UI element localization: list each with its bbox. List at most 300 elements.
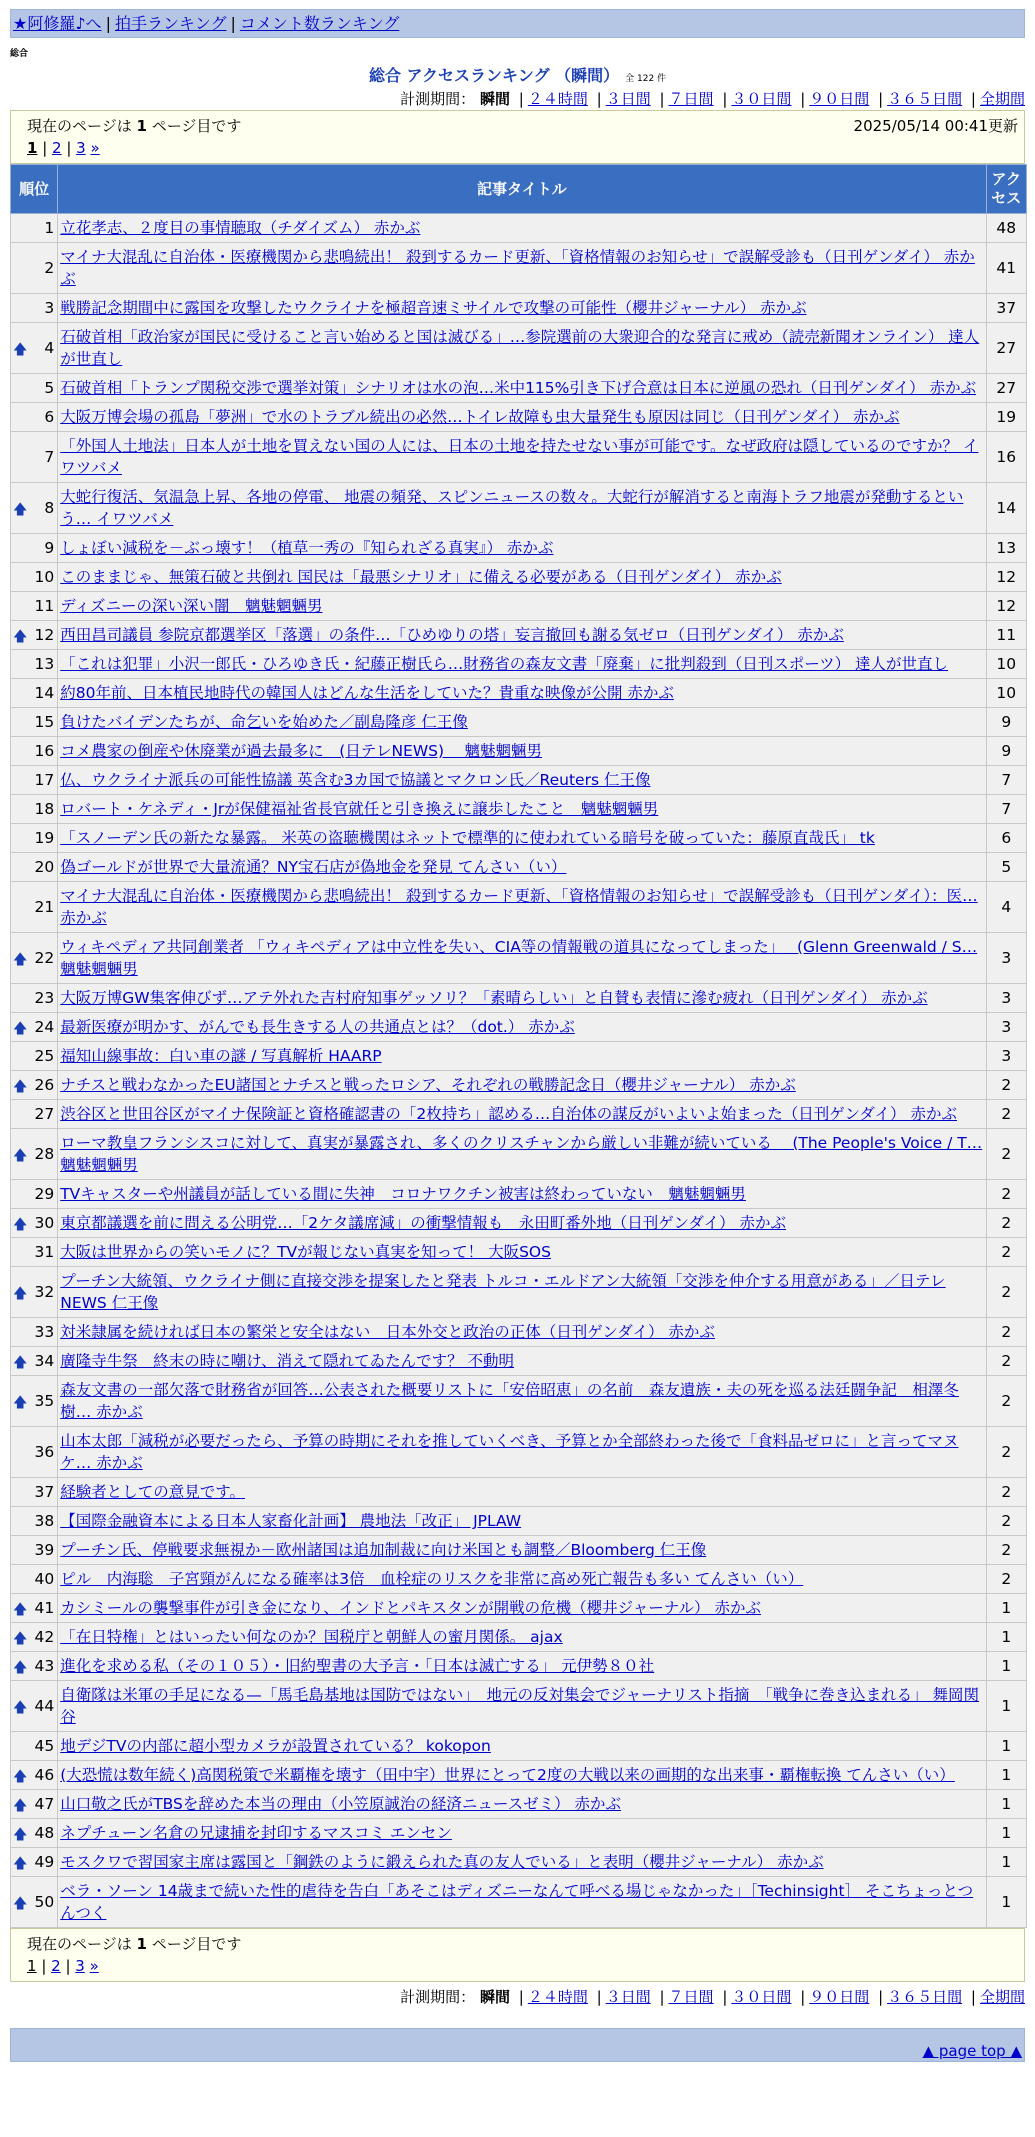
period-current: 瞬間 (479, 90, 510, 108)
table-row (11, 1238, 1027, 1267)
table-row (11, 795, 1027, 824)
page-link-1[interactable]: 1 (27, 139, 38, 157)
article-title-link[interactable]: 偽ゴールドが世界で大量流通？NY宝石店が偽地金を発見 てんさい（い） (60, 858, 567, 876)
period-link-7d[interactable]: ７日間 (668, 90, 714, 108)
table-row (11, 737, 1027, 766)
rank-cell (11, 432, 58, 483)
access-count: 10 (986, 679, 1026, 708)
period-link-24h[interactable]: ２４時間 (527, 90, 588, 108)
rank-up-arrow-icon: 🡅 (13, 1660, 28, 1676)
rank-number: 13 (34, 655, 55, 673)
article-title-link[interactable]: TVキャスターや州議員が話している間に失神 コロナワクチン被害は終わっていない 魑魅魍魎男 (60, 1185, 746, 1203)
rank-number: 19 (34, 829, 55, 847)
access-count: 1 (986, 1790, 1026, 1819)
title-cell (58, 1761, 986, 1790)
access-count: 5 (986, 853, 1026, 882)
access-count: 16 (986, 432, 1026, 483)
rank-cell (11, 563, 58, 592)
table-row (11, 853, 1027, 882)
table-row (11, 1848, 1027, 1877)
article-title-link[interactable]: 最新医療が明かす、がんでも長生きする人の共通点とは？（dot.） 赤かぶ (60, 1018, 575, 1036)
article-title-link[interactable]: 大阪万博GW集客伸びず…アテ外れた吉村府知事ゲッソリ？「素晴らしい」と自賛も表情に滲む疲れ（日刊ゲンダイ） 赤かぶ (60, 989, 928, 1007)
clap-ranking-link[interactable]: 拍手ランキング (114, 14, 227, 33)
table-row (11, 650, 1027, 679)
period-link-90d[interactable]: ９０日間 (809, 90, 870, 108)
rank-number: 18 (34, 800, 55, 818)
rank-cell (11, 1507, 58, 1536)
article-title-link[interactable]: 山本太郎「減税が必要だったら、予算の時期にそれを推していくべき、予算とか全部終わった後で「食料品ゼロに」と言ってマヌケ… 赤かぶ (60, 1432, 959, 1472)
article-title-link[interactable]: このままじゃ、無策石破と共倒れ 国民は「最悪シナリオ」に備える必要がある（日刊ゲンダイ） 赤かぶ (60, 568, 782, 586)
access-count: 2 (986, 1536, 1026, 1565)
title-cell (58, 1180, 986, 1209)
title-cell (58, 824, 986, 853)
article-title-link[interactable]: (大恐慌は数年続く)高関税策で米覇権を壊す（田中宇）世界にとって2度の大戦以来の画期的な出来事・覇権転換 てんさい（い） (60, 1766, 955, 1784)
rank-up-arrow-icon: 🡅 (13, 1148, 28, 1164)
title-cell (58, 1427, 986, 1478)
rank-number: 36 (34, 1443, 55, 1461)
access-count: 1 (986, 1594, 1026, 1623)
rank-number: 43 (34, 1657, 55, 1675)
article-title-link[interactable]: ベラ・ソーン 14歳まで続いた性的虐待を告白「あそこはディズニーなんて呼べる場じゃなかった」［Techinsight］ そこちょっとつんつく (60, 1882, 974, 1922)
title-cell (58, 323, 986, 374)
period-link-30d[interactable]: ３０日間 (731, 90, 792, 108)
table-row (11, 708, 1027, 737)
rank-up-arrow-icon: 🡅 (13, 1827, 28, 1843)
rank-cell (11, 1013, 58, 1042)
rank-number: 1 (44, 219, 55, 237)
period-link-365d[interactable]: ３６５日間 (887, 90, 963, 108)
rank-number: 33 (34, 1323, 55, 1341)
total-count: 全 122 件 (625, 74, 667, 84)
rank-number: 45 (34, 1737, 55, 1755)
table-row (11, 1013, 1027, 1042)
rank-up-arrow-icon: 🡅 (13, 1395, 28, 1411)
title-cell (58, 1042, 986, 1071)
access-count: 2 (986, 1180, 1026, 1209)
table-row (11, 1209, 1027, 1238)
access-count: 41 (986, 243, 1026, 294)
article-title-link[interactable]: 経験者としての意見です。 (60, 1483, 245, 1501)
rank-cell (11, 984, 58, 1013)
rank-up-arrow-icon: 🡅 (13, 342, 28, 358)
rank-number: 8 (44, 499, 55, 517)
page-link-2[interactable]: 2 (51, 1957, 61, 1975)
title-cell (58, 1071, 986, 1100)
article-title-link[interactable]: コメ農家の倒産や休廃業が過去最多に (日テレNEWS) 魑魅魍魎男 (60, 742, 542, 760)
rank-cell (11, 403, 58, 432)
updated-timestamp: 2025/05/14 00:41更新 (853, 117, 1018, 135)
bottom-bar (10, 2028, 1025, 2062)
rank-cell (11, 1100, 58, 1129)
article-title-link[interactable]: 大阪万博会場の孤島「夢洲」で水のトラブル続出の必然…トイレ故障も虫大量発生も原因は同じ（日刊ゲンダイ） 赤かぶ (60, 408, 900, 426)
rank-cell (11, 853, 58, 882)
article-title-link[interactable]: 戦勝記念期間中に露国を攻撃したウクライナを極超音速ミサイルで攻撃の可能性（櫻井ジャーナル） 赤かぶ (60, 299, 807, 317)
ranking-table (10, 164, 1027, 1928)
rank-number: 12 (34, 626, 55, 644)
table-row (11, 403, 1027, 432)
access-count: 1 (986, 1819, 1026, 1848)
table-row (11, 1267, 1027, 1318)
rank-up-arrow-icon: 🡅 (13, 1896, 28, 1912)
page-link-1[interactable]: 1 (27, 1957, 37, 1975)
access-count: 1 (986, 1732, 1026, 1761)
title-cell (58, 1347, 986, 1376)
rank-number: 23 (34, 989, 55, 1007)
article-title-link[interactable]: 山口敬之氏がTBSを辞めた本当の理由（小笠原誠治の経済ニュースゼミ） 赤かぶ (60, 1795, 622, 1813)
rank-up-arrow-icon: 🡅 (13, 1798, 28, 1814)
rank-number: 14 (34, 684, 55, 702)
table-row (11, 1681, 1027, 1732)
access-count: 27 (986, 374, 1026, 403)
access-count: 7 (986, 795, 1026, 824)
title-cell (58, 1848, 986, 1877)
rank-up-arrow-icon: 🡅 (13, 629, 28, 645)
rank-number: 7 (44, 448, 55, 466)
rank-cell (11, 1536, 58, 1565)
table-row (11, 1761, 1027, 1790)
rank-cell (11, 1732, 58, 1761)
access-count: 12 (986, 592, 1026, 621)
table-row (11, 323, 1027, 374)
separator: | (105, 14, 111, 33)
table-row (11, 1318, 1027, 1347)
table-row (11, 1478, 1027, 1507)
article-title-link[interactable]: ネプチューン名倉の兄逮捕を封印するマスコミ エンセン (60, 1824, 452, 1842)
page-title: 総合 アクセスランキング （瞬間） (368, 66, 620, 85)
article-title-link[interactable]: ロバート・ケネディ・Jrが保健福祉省長官就任と引き換えに譲歩したこと 魑魅魍魎男 (60, 800, 659, 818)
access-count: 37 (986, 294, 1026, 323)
rank-up-arrow-icon: 🡅 (13, 1355, 28, 1371)
rank-number: 41 (34, 1599, 55, 1617)
access-count: 1 (986, 1848, 1026, 1877)
article-title-link[interactable]: 福知山線事故：白い車の謎 / 写真解析 HAARP (60, 1047, 382, 1065)
period-link-all[interactable]: 全期間 (979, 1988, 1025, 2006)
rank-cell (11, 1376, 58, 1427)
access-count: 7 (986, 766, 1026, 795)
next-page-link[interactable]: » (90, 139, 100, 157)
period-link-7d[interactable]: ７日間 (668, 1988, 714, 2006)
title-cell (58, 534, 986, 563)
title-cell (58, 1623, 986, 1652)
access-count: 1 (986, 1877, 1026, 1928)
access-count: 14 (986, 483, 1026, 534)
table-row (11, 1594, 1027, 1623)
rank-cell (11, 1652, 58, 1681)
article-title-link[interactable]: 立花孝志、２度目の事情聴取（チダイズム） 赤かぶ (60, 219, 421, 237)
title-cell (58, 1819, 986, 1848)
article-title-link[interactable]: 大阪は世界からの笑いモノに？TVが報じない真実を知って！ 大阪SOS (60, 1243, 551, 1261)
rank-cell (11, 1594, 58, 1623)
title-cell (58, 1536, 986, 1565)
rank-cell (11, 1565, 58, 1594)
rank-number: 21 (34, 898, 55, 916)
access-count: 27 (986, 323, 1026, 374)
title-cell (58, 795, 986, 824)
rank-number: 50 (34, 1893, 55, 1911)
title-cell (58, 1877, 986, 1928)
access-count: 6 (986, 824, 1026, 853)
title-cell (58, 853, 986, 882)
rank-number: 30 (34, 1214, 55, 1232)
table-row (11, 1427, 1027, 1478)
rank-number: 42 (34, 1628, 55, 1646)
table-row (11, 243, 1027, 294)
access-count: 2 (986, 1209, 1026, 1238)
rank-number: 16 (34, 742, 55, 760)
period-link-all[interactable]: 全期間 (979, 90, 1025, 108)
comment-ranking-link[interactable]: コメント数ランキング (239, 14, 400, 33)
rank-cell (11, 766, 58, 795)
article-title-link[interactable]: 西田昌司議員 参院京都選挙区「落選」の条件…「ひめゆりの塔」妄言撤回も謝る気ゼロ（日刊ゲンダイ） 赤かぶ (60, 626, 844, 644)
table-row (11, 214, 1027, 243)
rank-up-arrow-icon: 🡅 (13, 1700, 28, 1716)
access-count: 2 (986, 1347, 1026, 1376)
rank-number: 3 (44, 299, 55, 317)
title-cell (58, 1478, 986, 1507)
article-title-link[interactable]: 廣隆寺牛祭 終末の時に嘲け、消えて隠れてゐたんです？ 不動明 (60, 1352, 515, 1370)
article-title-link[interactable]: 対米隷属を続ければ日本の繁栄と安全はない 日本外交と政治の正体（日刊ゲンダイ） 赤かぶ (60, 1323, 715, 1341)
title-cell (58, 563, 986, 592)
access-count: 1 (986, 1761, 1026, 1790)
table-row (11, 1042, 1027, 1071)
article-title-link[interactable]: モスクワで習国家主席は露国と「鋼鉄のように鍛えられた真の友人でいる」と表明（櫻井ジャーナル） 赤かぶ (60, 1853, 824, 1871)
title-cell (58, 1100, 986, 1129)
rank-cell (11, 1681, 58, 1732)
title-cell (58, 592, 986, 621)
rank-cell (11, 1478, 58, 1507)
rank-number: 35 (34, 1392, 55, 1410)
access-count: 48 (986, 214, 1026, 243)
table-row (11, 1790, 1027, 1819)
rank-up-arrow-icon: 🡅 (13, 1217, 28, 1233)
access-count: 2 (986, 1267, 1026, 1318)
rank-cell (11, 795, 58, 824)
current-page-text: 現在のページは 1 ページ目です (27, 1935, 242, 1953)
article-title-link[interactable]: 東京都議選を前に問える公明党…「2ケタ議席減」の衝撃情報も 永田町番外地（日刊ゲンダイ） 赤かぶ (60, 1214, 786, 1232)
article-title-link[interactable]: ピル 内海聡 子宮頸がんになる確率は3倍 血栓症のリスクを非常に高め死亡報告も多い てんさい（い） (60, 1570, 804, 1588)
period-label: 計測期間： (400, 1988, 476, 2006)
article-title-link[interactable]: 「在日特権」とはいったい何なのか？国税庁と朝鮮人の蜜月関係。 ajax (60, 1628, 563, 1646)
article-title-link[interactable]: マイナ大混乱に自治体・医療機関から悲鳴続出！ 殺到するカード更新、「資格情報のお知らせ」で誤解受診も（日刊ゲンダイ）：医… 赤かぶ (60, 887, 978, 927)
category-label: 総合 (10, 49, 29, 59)
title-cell (58, 243, 986, 294)
rank-cell (11, 323, 58, 374)
rank-number: 9 (44, 539, 55, 557)
article-title-link[interactable]: 進化を求める私（その１０５）・旧約聖書の大予言・「日本は滅亡する」 元伊勢８０社 (60, 1657, 655, 1675)
article-title-link[interactable]: 【国際金融資本による日本人家畜化計画】 農地法「改正」 JPLAW (60, 1512, 522, 1530)
table-row (11, 374, 1027, 403)
title-cell (58, 294, 986, 323)
access-count: 2 (986, 1100, 1026, 1129)
rank-cell (11, 824, 58, 853)
rank-number: 48 (34, 1824, 55, 1842)
article-title-link[interactable]: ウィキペディア共同創業者 「ウィキペディアは中立性を失い、CIA等の情報戦の道具になってしまった」 (Glenn Greenwald / S… 魑魅魍魎男 (60, 938, 978, 978)
article-title-link[interactable]: 「外国人土地法」日本人が土地を買えない国の人には、日本の土地を持たせない事が可能です。なぜ政府は隠しているのですか？ イワツバメ (60, 437, 979, 477)
page-links: 1 | 2 | 3 » (27, 139, 100, 157)
rank-up-arrow-icon: 🡅 (13, 1856, 28, 1872)
rank-number: 44 (34, 1697, 55, 1715)
current-page-text: 現在のページは 1 ページ目です (27, 117, 242, 135)
separator: | (230, 14, 236, 33)
col-rank-header: 順位 (11, 165, 58, 214)
article-title-link[interactable]: 仏、ウクライナ派兵の可能性協議 英含む3カ国で協議とマクロン氏／Reuters 仁王像 (60, 771, 651, 789)
rank-up-arrow-icon: 🡅 (13, 1602, 28, 1618)
article-title-link[interactable]: プーチン氏、停戦要求無視か－欧州諸国は追加制裁に向け米国とも調整／Bloomberg 仁王像 (60, 1541, 707, 1559)
rank-number: 24 (34, 1018, 55, 1036)
table-row (11, 1129, 1027, 1180)
rank-number: 28 (34, 1145, 55, 1163)
rank-cell (11, 1267, 58, 1318)
article-title-link[interactable]: 石破首相「政治家が国民に受けること言い始めると国は滅びる」…参院選前の大衆迎合的な発言に戒め（読売新聞オンライン） 達人が世直し (60, 328, 980, 368)
article-title-link[interactable]: 大蛇行復活、気温急上昇、各地の停電、 地震の頻発、スピンニュースの数々。大蛇行が解消すると南海トラフ地震が発動するという… イワツバメ (60, 488, 964, 528)
rank-cell (11, 650, 58, 679)
rank-number: 32 (34, 1283, 55, 1301)
rank-cell (11, 1238, 58, 1267)
title-cell (58, 679, 986, 708)
title-cell (58, 1594, 986, 1623)
title-cell (58, 882, 986, 933)
rank-number: 27 (34, 1105, 55, 1123)
access-count: 2 (986, 1129, 1026, 1180)
access-count: 13 (986, 534, 1026, 563)
article-title-link[interactable]: ローマ教皇フランシスコに対して、真実が暴露され、多くのクリスチャンから厳しい非難が続いている (The People's Voice / T… 魑魅魍魎男 (60, 1134, 983, 1174)
period-link-365d[interactable]: ３６５日間 (887, 1988, 963, 2006)
access-count: 1 (986, 1652, 1026, 1681)
rank-cell (11, 1790, 58, 1819)
table-row (11, 824, 1027, 853)
rank-cell (11, 592, 58, 621)
rank-number: 17 (34, 771, 55, 789)
article-title-link[interactable]: 約80年前、日本植民地時代の韓国人はどんな生活をしていた？貴重な映像が公開 赤かぶ (60, 684, 674, 702)
rank-cell (11, 1129, 58, 1180)
rank-cell (11, 708, 58, 737)
access-count: 3 (986, 933, 1026, 984)
table-row (11, 534, 1027, 563)
rank-cell (11, 1042, 58, 1071)
rank-cell (11, 294, 58, 323)
rank-number: 29 (34, 1185, 55, 1203)
home-link[interactable]: ★阿修羅♪へ (13, 14, 102, 33)
table-row (11, 1652, 1027, 1681)
page-top-link[interactable]: ▲ page top ▲ (922, 2042, 1022, 2060)
article-title-link[interactable]: 自衛隊は米軍の手足になる—「馬毛島基地は国防ではない」 地元の反対集会でジャーナリスト指摘 「戦争に巻き込まれる」 舞岡関谷 (60, 1686, 980, 1726)
period-selector: 計測期間： 瞬間 | ２４時間 | ３日間 | ７日間 | ３０日間 | ９０日間 | ３６５日間 | 全期間 (400, 90, 1025, 108)
title-cell (58, 708, 986, 737)
rank-number: 5 (44, 379, 55, 397)
next-page-link[interactable]: » (89, 1957, 99, 1975)
rank-number: 46 (34, 1766, 55, 1784)
period-link-3d[interactable]: ３日間 (605, 90, 651, 108)
rank-number: 10 (34, 568, 55, 586)
table-row (11, 432, 1027, 483)
table-row (11, 1071, 1027, 1100)
access-count: 3 (986, 1013, 1026, 1042)
article-title-link[interactable]: プーチン大統領、ウクライナ側に直接交渉を提案したと発表 トルコ・エルドアン大統領「交渉を仲介する用意がある」／日テレNEWS 仁王像 (60, 1272, 946, 1312)
rank-cell (11, 1761, 58, 1790)
access-count: 2 (986, 1427, 1026, 1478)
rank-number: 25 (34, 1047, 55, 1065)
title-cell (58, 1013, 986, 1042)
rank-number: 11 (34, 597, 55, 615)
period-label: 計測期間： (400, 90, 476, 108)
title-cell (58, 214, 986, 243)
period-selector-bottom: 計測期間： 瞬間 | ２４時間 | ３日間 | ７日間 | ３０日間 | ９０日間 | ３６５日間 | 全期間 (400, 1988, 1025, 2006)
title-cell (58, 1209, 986, 1238)
page-link-3[interactable]: 3 (75, 1957, 85, 1975)
access-count: 1 (986, 1681, 1026, 1732)
title-cell (58, 1267, 986, 1318)
article-title-link[interactable]: 地デジTVの内部に超小型カメラが設置されている？ kokopon (60, 1737, 491, 1755)
article-title-link[interactable]: 石破首相「トランプ関税交渉で選挙対策」シナリオは水の泡…米中115%引き下げ合意は日本に逆風の恐れ（日刊ゲンダイ） 赤かぶ (60, 379, 977, 397)
access-count: 3 (986, 1042, 1026, 1071)
article-title-link[interactable]: ナチスと戦わなかったEU諸国とナチスと戦ったロシア、それぞれの戦勝記念日（櫻井ジャーナル） 赤かぶ (60, 1076, 796, 1094)
table-row (11, 1507, 1027, 1536)
rank-number: 47 (34, 1795, 55, 1813)
article-title-link[interactable]: 「スノーデン氏の新たな暴露。 米英の盗聴機関はネットで標準的に使われている暗号を破っていた：藤原直哉氏」 tk (60, 829, 875, 847)
rank-up-arrow-icon: 🡅 (13, 1286, 28, 1302)
table-row (11, 1376, 1027, 1427)
rank-cell (11, 1347, 58, 1376)
article-title-link[interactable]: 負けたバイデンたちが、命乞いを始めた／副島隆彦 仁王像 (60, 713, 468, 731)
title-cell (58, 1129, 986, 1180)
article-title-link[interactable]: カシミールの襲撃事件が引き金になり、インドとパキスタンが開戦の危機（櫻井ジャーナル） 赤かぶ (60, 1599, 761, 1617)
access-count: 10 (986, 650, 1026, 679)
title-cell (58, 984, 986, 1013)
rank-cell (11, 243, 58, 294)
page-link-3[interactable]: 3 (76, 139, 86, 157)
article-title-link[interactable]: 「これは犯罪」小沢一郎氏・ひろゆき氏・紀藤正樹氏ら…財務省の森友文書「廃棄」に批判殺到（日刊スポーツ） 達人が世直し (60, 655, 949, 673)
article-title-link[interactable]: 渋谷区と世田谷区がマイナ保険証と資格確認書の「2枚持ち」認める…自治体の謀反がいよいよ始まった（日刊ゲンダイ） 赤かぶ (60, 1105, 957, 1123)
article-title-link[interactable]: ディズニーの深い深い闇 魑魅魍魎男 (60, 597, 323, 615)
title-cell (58, 766, 986, 795)
rank-number: 26 (34, 1076, 55, 1094)
table-row (11, 1347, 1027, 1376)
access-count: 2 (986, 1071, 1026, 1100)
access-count: 1 (986, 1623, 1026, 1652)
period-link-90d[interactable]: ９０日間 (809, 1988, 870, 2006)
rank-number: 34 (34, 1352, 55, 1370)
period-link-3d[interactable]: ３日間 (605, 1988, 651, 2006)
article-title-link[interactable]: 森友文書の一部欠落で財務省が回答…公表された概要リストに「安倍昭恵」の名前 森友遺族・夫の死を巡る法廷闘争記 相澤冬樹… 赤かぶ (60, 1381, 959, 1421)
table-row (11, 1819, 1027, 1848)
period-link-24h[interactable]: ２４時間 (527, 1988, 588, 2006)
article-title-link[interactable]: しょぼい減税を－ぶっ壊す！（植草一秀の『知られざる真実』） 赤かぶ (60, 539, 554, 557)
table-row (11, 679, 1027, 708)
table-row (11, 1623, 1027, 1652)
title-cell (58, 621, 986, 650)
table-row (11, 592, 1027, 621)
access-count: 2 (986, 1238, 1026, 1267)
access-count: 2 (986, 1478, 1026, 1507)
title-cell (58, 483, 986, 534)
title-cell (58, 1507, 986, 1536)
access-count: 9 (986, 737, 1026, 766)
page-links: 1 | 2 | 3 » (27, 1957, 99, 1975)
rank-cell (11, 1819, 58, 1848)
rank-up-arrow-icon: 🡅 (13, 1631, 28, 1647)
table-row (11, 294, 1027, 323)
access-count: 9 (986, 708, 1026, 737)
page-link-2[interactable]: 2 (52, 139, 62, 157)
period-link-30d[interactable]: ３０日間 (731, 1988, 792, 2006)
table-row (11, 1565, 1027, 1594)
rank-number: 38 (34, 1512, 55, 1530)
article-title-link[interactable]: マイナ大混乱に自治体・医療機関から悲鳴続出！ 殺到するカード更新、「資格情報のお知らせ」で誤解受診も（日刊ゲンダイ） 赤かぶ (60, 248, 975, 288)
title-cell (58, 1238, 986, 1267)
access-count: 3 (986, 984, 1026, 1013)
rank-up-arrow-icon: 🡅 (13, 1021, 28, 1037)
rank-cell (11, 374, 58, 403)
